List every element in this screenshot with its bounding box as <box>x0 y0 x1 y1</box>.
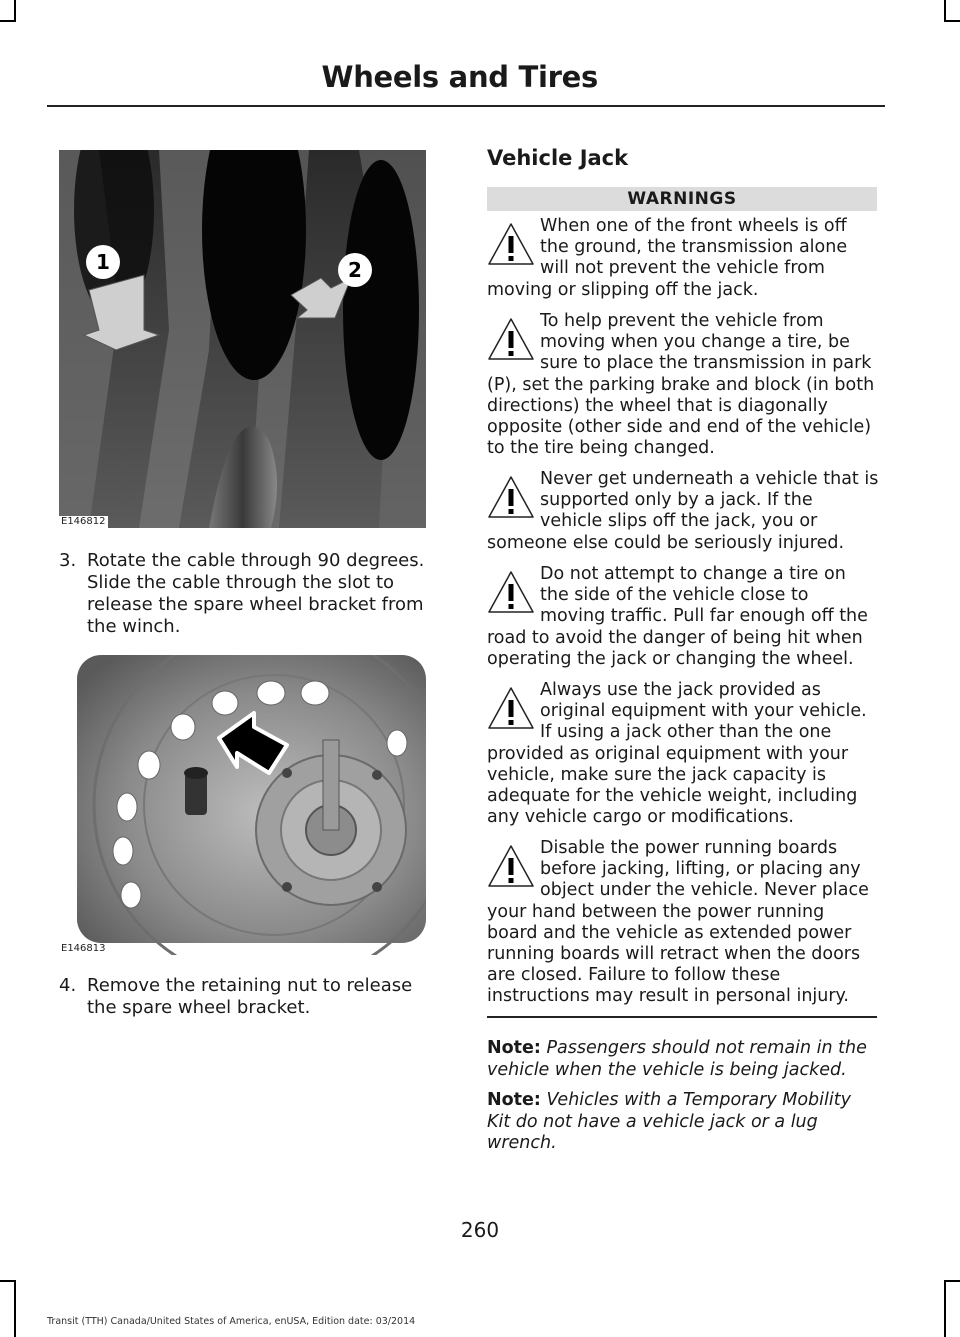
warning-triangle-icon <box>487 311 539 373</box>
warning-item <box>487 564 879 670</box>
section-heading: Vehicle Jack <box>487 146 629 170</box>
warning-triangle-icon <box>487 216 539 278</box>
warning-triangle-icon <box>487 469 539 531</box>
warnings-header: WARNINGS <box>487 187 877 211</box>
warning-item <box>487 838 879 1008</box>
crop-mark <box>944 1280 946 1337</box>
warning-text: Disable the power running boards before jacking, lifting, or placing any object under the vehicle. Never place your hand between the power running board and the vehicle as extended power running boards will retract when the doors are closed. Failure to follow these instructions may result in personal injury. <box>487 838 869 1007</box>
step-4 <box>59 975 439 1019</box>
svg-text:2: 2 <box>348 258 362 282</box>
warning-triangle-icon <box>487 564 539 626</box>
figure-id-label: E146813 <box>61 943 106 954</box>
svg-text:1: 1 <box>96 250 110 274</box>
footer-text: Transit (TTH) Canada/United States of America, enUSA, Edition date: 03/2014 <box>47 1316 416 1327</box>
crop-mark <box>944 0 946 22</box>
crop-mark <box>0 20 16 22</box>
figure-spare-wheel <box>59 655 426 955</box>
figure-spare-wheel-illustration <box>59 655 426 955</box>
crop-mark <box>14 0 16 22</box>
crop-mark <box>944 1280 960 1282</box>
header-rule <box>47 105 885 107</box>
section-title: Wheels and Tires <box>321 60 598 94</box>
warning-item <box>487 216 879 301</box>
warning-triangle-icon <box>487 680 539 742</box>
crop-mark <box>0 1280 16 1282</box>
note-item <box>487 1090 879 1155</box>
page-number: 260 <box>460 1218 500 1242</box>
step-number: 3. <box>59 550 77 571</box>
warning-triangle-icon <box>487 838 539 900</box>
warning-text: To help prevent the vehicle from moving when you change a tire, be sure to place the transmission in park (P), set the parking brake and block (in both directions) the wheel that is diagonally opposite (other side and end of the vehicle) to the tire being changed. <box>487 311 875 459</box>
crop-mark <box>944 20 960 22</box>
figure-winch <box>59 150 426 528</box>
warning-item <box>487 680 879 828</box>
step-text: Rotate the cable through 90 degrees. Slide the cable through the slot to release the spare wheel bracket from the winch. <box>87 550 425 637</box>
warning-item <box>487 311 879 459</box>
step-text: Remove the retaining nut to release the spare wheel bracket. <box>87 975 413 1018</box>
warning-item <box>487 469 879 554</box>
note-text: Vehicles with a Temporary Mobility Kit do not have a vehicle jack or a lug wrench. <box>487 1090 851 1153</box>
figure-id-label: E146812 <box>61 516 106 527</box>
note-text: Passengers should not remain in the vehicle when the vehicle is being jacked. <box>487 1038 867 1080</box>
step-number: 4. <box>59 975 77 996</box>
warning-text: Always use the jack provided as original equipment with your vehicle. If using a jack other than the one provided as original equipment with your vehicle, make sure the jack capacity is adequate for the vehicle weight, including any vehicle cargo or modifications. <box>487 680 867 828</box>
note-item <box>487 1038 879 1081</box>
warnings-end-rule <box>487 1016 877 1018</box>
figure-winch-illustration <box>59 150 426 528</box>
warning-text: When one of the front wheels is off the ground, the transmission alone will not prevent the vehicle from moving or slipping off the jack. <box>487 216 848 300</box>
note-label: Note: <box>487 1038 541 1058</box>
step-3 <box>59 550 439 638</box>
warning-text: Never get underneath a vehicle that is supported only by a jack. If the vehicle slips off the jack, you or someone else could be seriously injured. <box>487 469 879 553</box>
crop-mark <box>14 1280 16 1337</box>
warning-text: Do not attempt to change a tire on the side of the vehicle close to moving traffic. Pull far enough off the road to avoid the danger of being hit when operating the jack or changing the wheel. <box>487 564 868 669</box>
note-label: Note: <box>487 1090 541 1110</box>
